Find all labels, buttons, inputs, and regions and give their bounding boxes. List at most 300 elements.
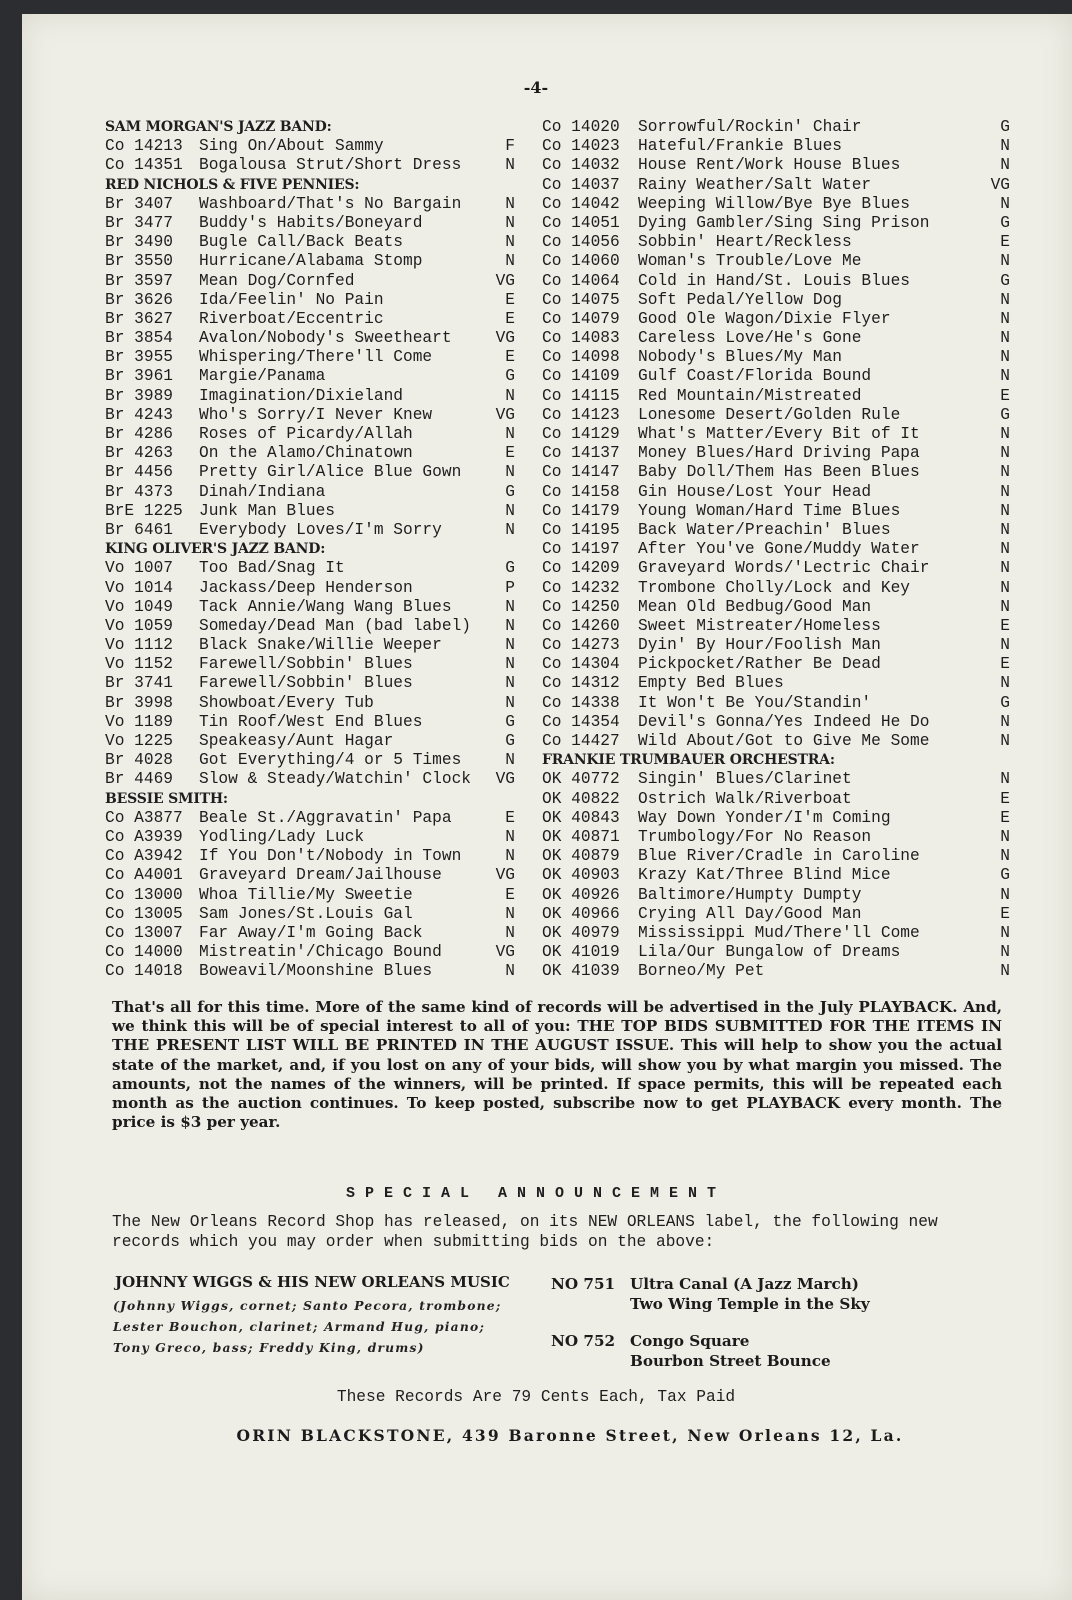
record-catalog-number: Vo 1007	[105, 559, 173, 578]
record-condition-grade: G	[1000, 118, 1010, 136]
record-title: Sorrowful/Rockin' Chair	[638, 118, 862, 136]
record-condition-grade: G	[1000, 271, 1010, 290]
record-title: Got Everything/4 or 5 Times	[199, 751, 462, 770]
release-side-b: Bourbon Street Bounce	[630, 1351, 831, 1370]
record-catalog-number: Br 4028	[105, 751, 173, 770]
record-catalog-number: Br 3961	[105, 367, 173, 386]
release-no-751	[551, 1275, 870, 1314]
record-catalog-number: Co 14064	[542, 271, 620, 290]
record-title: It Won't Be You/Standin'	[638, 693, 872, 712]
record-title: Nobody's Blues/My Man	[638, 348, 842, 367]
record-row	[542, 272, 1010, 291]
record-catalog-number: OK 40772	[542, 770, 620, 789]
record-row	[542, 444, 1010, 463]
record-catalog-number: Br 4286	[105, 425, 173, 443]
record-title: Speakeasy/Aunt Hagar	[199, 732, 394, 750]
record-row	[105, 579, 515, 598]
record-condition-grade: VG	[495, 329, 515, 348]
record-row	[105, 444, 515, 463]
record-row	[105, 886, 515, 905]
record-row	[105, 847, 515, 866]
record-catalog-number: OK 40822	[542, 789, 620, 808]
record-catalog-number: OK 40843	[542, 808, 620, 827]
record-catalog-number: Co 14312	[542, 674, 620, 693]
record-condition-grade: N	[1000, 847, 1010, 866]
record-catalog-number: Co 14158	[542, 482, 620, 501]
record-row	[105, 828, 515, 847]
record-catalog-number: Br 3741	[105, 674, 173, 693]
record-title: Graveyard Dream/Jailhouse	[199, 866, 442, 885]
record-row	[105, 502, 515, 521]
record-row	[542, 559, 1010, 578]
artist-heading: KING OLIVER'S JAZZ BAND:	[105, 541, 326, 558]
record-catalog-number: Br 3989	[105, 386, 173, 405]
record-row	[542, 828, 1010, 847]
record-condition-grade: N	[505, 597, 515, 616]
record-condition-grade: N	[1000, 520, 1010, 539]
record-catalog-number: Vo 1014	[105, 578, 173, 597]
record-catalog-number: Co 14232	[542, 578, 620, 597]
record-condition-grade: N	[505, 751, 515, 770]
record-title: Empty Bed Blues	[638, 674, 784, 693]
record-catalog-number: Br 3955	[105, 348, 173, 367]
record-title: Money Blues/Hard Driving Papa	[638, 444, 920, 463]
record-catalog-number: Co A3942	[105, 847, 183, 866]
record-row	[542, 847, 1010, 866]
record-row	[105, 598, 515, 617]
record-row	[105, 406, 515, 425]
record-title: Tin Roof/West End Blues	[199, 712, 423, 731]
record-title: Hurricane/Alabama Stomp	[199, 252, 423, 271]
record-catalog-number: Br 4373	[105, 482, 173, 501]
record-catalog-number: Co 14147	[542, 463, 620, 482]
page-number: -4-	[523, 78, 549, 97]
record-row	[542, 617, 1010, 636]
record-row	[542, 943, 1010, 962]
record-title: Ostrich Walk/Riverboat	[638, 789, 852, 808]
record-title: Trumbology/For No Reason	[638, 827, 872, 846]
record-row	[105, 425, 515, 444]
record-condition-grade: N	[1000, 329, 1010, 348]
record-catalog-number: Co 14051	[542, 213, 620, 232]
record-condition-grade: N	[1000, 252, 1010, 271]
record-row	[542, 291, 1010, 310]
record-row	[105, 713, 515, 732]
record-catalog-number: Co A3939	[105, 827, 183, 846]
record-condition-grade: E	[1000, 655, 1010, 674]
record-condition-grade: N	[505, 501, 515, 520]
record-row	[105, 866, 515, 885]
record-catalog-number: Vo 1225	[105, 732, 173, 750]
record-title: Farewell/Sobbin' Blues	[199, 674, 413, 693]
record-catalog-number: Br 3597	[105, 271, 173, 290]
record-row	[105, 905, 515, 924]
record-row	[542, 406, 1010, 425]
record-condition-grade: N	[1000, 501, 1010, 520]
record-row	[542, 195, 1010, 214]
record-catalog-number: Co 13005	[105, 904, 183, 923]
record-title: Beale St./Aggravatin' Papa	[199, 808, 452, 827]
record-row	[542, 176, 1010, 195]
record-row	[105, 195, 515, 214]
record-title: Graveyard Words/'Lectric Chair	[638, 559, 930, 578]
record-row	[542, 252, 1010, 271]
record-title: Cold in Hand/St. Louis Blues	[638, 271, 910, 290]
record-row	[105, 943, 515, 962]
record-title: Dinah/Indiana	[199, 482, 326, 501]
record-condition-grade: E	[1000, 386, 1010, 405]
special-announcement-title: SPECIAL ANNOUNCEMENT	[345, 1185, 727, 1202]
record-catalog-number: Co 14098	[542, 348, 620, 367]
record-catalog-number: Co 14020	[542, 118, 620, 136]
record-catalog-number: Co A3877	[105, 808, 183, 827]
record-title: Mississippi Mud/There'll Come	[638, 923, 920, 942]
record-catalog-number: Br 3626	[105, 290, 173, 309]
record-title: Red Mountain/Mistreated	[638, 386, 862, 405]
record-catalog-number: BrE 1225	[105, 501, 183, 520]
record-row	[542, 905, 1010, 924]
record-row	[105, 463, 515, 482]
record-catalog-number: Co 14115	[542, 386, 620, 405]
record-row	[542, 329, 1010, 348]
record-title: Sobbin' Heart/Reckless	[638, 233, 852, 252]
record-catalog-number: Co 14023	[542, 137, 620, 156]
announcement-intro: The New Orleans Record Shop has released, on its NEW ORLEANS label, the following new records which you may order when submitting bids on the above:	[112, 1213, 938, 1251]
record-row	[542, 655, 1010, 674]
record-condition-grade: E	[505, 444, 515, 463]
record-row	[105, 233, 515, 252]
record-catalog-number: Vo 1049	[105, 597, 173, 616]
record-catalog-number: Co 14056	[542, 233, 620, 252]
record-row	[542, 579, 1010, 598]
record-title: Careless Love/He's Gone	[638, 329, 862, 348]
record-row	[105, 387, 515, 406]
record-title: Crying All Day/Good Man	[638, 904, 862, 923]
record-condition-grade: VG	[495, 866, 515, 885]
record-title: Dying Gambler/Sing Sing Prison	[638, 213, 930, 232]
record-condition-grade: N	[1000, 463, 1010, 482]
record-title: After You've Gone/Muddy Water	[638, 540, 920, 559]
record-row	[105, 655, 515, 674]
record-catalog-number: Co 14032	[542, 156, 620, 175]
record-condition-grade: N	[1000, 770, 1010, 789]
record-condition-grade: G	[1000, 213, 1010, 232]
artist-name: JOHNNY WIGGS & HIS NEW ORLEANS MUSIC	[115, 1273, 510, 1291]
record-condition-grade: E	[1000, 233, 1010, 252]
record-catalog-number: Br 3998	[105, 693, 173, 712]
record-row	[105, 636, 515, 655]
record-condition-grade: P	[505, 578, 515, 597]
record-condition-grade: N	[1000, 559, 1010, 578]
record-condition-grade: G	[505, 367, 515, 386]
record-condition-grade: G	[505, 712, 515, 731]
record-condition-grade: G	[505, 482, 515, 501]
record-condition-grade: G	[1000, 866, 1010, 885]
record-row	[542, 924, 1010, 943]
record-catalog-number: OK 40926	[542, 885, 620, 904]
record-title: Soft Pedal/Yellow Dog	[638, 290, 842, 309]
record-condition-grade: E	[505, 309, 515, 328]
record-catalog-number: Vo 1189	[105, 712, 173, 731]
record-condition-grade: VG	[495, 770, 515, 789]
artist-heading: RED NICHOLS & FIVE PENNIES:	[105, 176, 360, 193]
record-row	[542, 483, 1010, 502]
record-catalog-number: Br 4469	[105, 770, 173, 789]
record-condition-grade: N	[1000, 827, 1010, 846]
record-catalog-number: Co 14179	[542, 501, 620, 520]
record-condition-grade: N	[1000, 156, 1010, 175]
record-title: Pretty Girl/Alice Blue Gown	[199, 463, 462, 482]
record-row	[105, 137, 515, 156]
record-title: Margie/Panama	[199, 367, 326, 386]
record-condition-grade: N	[505, 827, 515, 846]
record-row	[542, 521, 1010, 540]
record-title: Rainy Weather/Salt Water	[638, 175, 872, 194]
record-condition-grade: VG	[495, 943, 515, 962]
release-side-a: Congo Square	[630, 1332, 750, 1350]
record-catalog-number: Co 14351	[105, 156, 183, 175]
record-title: Devil's Gonna/Yes Indeed He Do	[638, 712, 930, 731]
record-row	[542, 674, 1010, 693]
record-condition-grade: N	[505, 156, 515, 175]
record-title: Slow & Steady/Watchin' Clock	[199, 770, 471, 789]
record-title: Sweet Mistreater/Homeless	[638, 616, 881, 635]
record-condition-grade: F	[505, 137, 515, 156]
record-title: Junk Man Blues	[199, 501, 335, 520]
record-condition-grade: E	[1000, 789, 1010, 808]
record-row	[542, 790, 1010, 809]
record-catalog-number: OK 41019	[542, 943, 620, 962]
record-row	[105, 348, 515, 367]
record-condition-grade: N	[1000, 425, 1010, 443]
artist-heading: FRANKIE TRUMBAUER ORCHESTRA:	[542, 752, 835, 769]
record-row	[542, 118, 1010, 137]
record-row	[542, 367, 1010, 386]
record-condition-grade: N	[1000, 674, 1010, 693]
record-title: If You Don't/Nobody in Town	[199, 847, 462, 866]
record-row	[542, 770, 1010, 789]
record-list-left-column	[105, 118, 515, 981]
record-catalog-number: Co 14195	[542, 520, 620, 539]
record-row	[542, 694, 1010, 713]
record-condition-grade: N	[1000, 962, 1010, 981]
record-title: Bogalousa Strut/Short Dress	[199, 156, 462, 175]
record-title: Someday/Dead Man (bad label)	[199, 616, 471, 635]
shop-address: ORIN BLACKSTONE, 439 Baronne Street, New Orleans 12, La.	[236, 1426, 904, 1445]
record-title: Who's Sorry/I Never Knew	[199, 405, 433, 424]
record-row	[105, 214, 515, 233]
record-row	[542, 156, 1010, 175]
record-title: Jackass/Deep Henderson	[199, 578, 413, 597]
record-catalog-number: Co 14213	[105, 137, 183, 156]
record-title: Pickpocket/Rather Be Dead	[638, 655, 881, 674]
record-title: Back Water/Preachin' Blues	[638, 520, 891, 539]
record-condition-grade: G	[1000, 405, 1010, 424]
record-condition-grade: E	[505, 808, 515, 827]
record-catalog-number: Co A4001	[105, 866, 183, 885]
record-title: Bugle Call/Back Beats	[199, 233, 403, 252]
record-condition-grade: N	[1000, 923, 1010, 942]
record-row	[105, 367, 515, 386]
record-condition-grade: N	[1000, 578, 1010, 597]
record-title: Baby Doll/Them Has Been Blues	[638, 463, 920, 482]
record-row	[105, 924, 515, 943]
record-catalog-number: Co 14209	[542, 559, 620, 578]
record-title: Lila/Our Bungalow of Dreams	[638, 943, 901, 962]
record-condition-grade: VG	[495, 405, 515, 424]
record-condition-grade: VG	[495, 271, 515, 290]
record-catalog-number: Br 4456	[105, 463, 173, 482]
record-row	[542, 214, 1010, 233]
record-catalog-number: Br 3854	[105, 329, 173, 348]
record-title: Wild About/Got to Give Me Some	[638, 732, 930, 750]
record-row	[105, 674, 515, 693]
record-title: Buddy's Habits/Boneyard	[199, 213, 423, 232]
record-catalog-number: OK 40979	[542, 923, 620, 942]
record-condition-grade: N	[505, 194, 515, 213]
record-catalog-number: Co 14042	[542, 194, 620, 213]
record-condition-grade: N	[1000, 732, 1010, 750]
record-condition-grade: E	[505, 348, 515, 367]
record-condition-grade: N	[505, 386, 515, 405]
record-row	[542, 425, 1010, 444]
record-catalog-number: Br 3407	[105, 194, 173, 213]
record-row	[105, 521, 515, 540]
personnel-credits: (Johnny Wiggs, cornet; Santo Pecora, trombone; Lester Bouchon, clarinet; Armand Hug, piano; Tony Greco, bass; Freddy King, drums)	[113, 1298, 502, 1355]
record-title: Mean Old Bedbug/Good Man	[638, 597, 872, 616]
record-catalog-number: Br 6461	[105, 520, 173, 539]
record-row	[105, 252, 515, 271]
record-catalog-number: Br 3550	[105, 252, 173, 271]
release-side-a: Ultra Canal (A Jazz March)	[630, 1275, 859, 1293]
record-title: Showboat/Every Tub	[199, 693, 374, 712]
record-row	[105, 291, 515, 310]
record-row	[542, 540, 1010, 559]
artist-heading: SAM MORGAN'S JAZZ BAND:	[105, 119, 332, 135]
record-condition-grade: E	[1000, 904, 1010, 923]
record-title: Lonesome Desert/Golden Rule	[638, 405, 901, 424]
record-title: Riverboat/Eccentric	[199, 309, 384, 328]
record-condition-grade: N	[505, 962, 515, 981]
record-title: Sam Jones/St.Louis Gal	[199, 904, 413, 923]
record-catalog-number: Co 14000	[105, 943, 183, 962]
record-catalog-number: Br 3477	[105, 213, 173, 232]
record-row	[105, 962, 515, 981]
record-row	[105, 310, 515, 329]
record-condition-grade: N	[1000, 482, 1010, 501]
record-catalog-number: OK 40879	[542, 847, 620, 866]
artist-heading: BESSIE SMITH:	[105, 790, 228, 807]
record-row	[542, 502, 1010, 521]
record-catalog-number: Co 14060	[542, 252, 620, 271]
record-catalog-number: OK 41039	[542, 962, 620, 981]
record-title: Boweavil/Moonshine Blues	[199, 962, 433, 981]
record-title: Dyin' By Hour/Foolish Man	[638, 636, 881, 655]
record-catalog-number: Br 4263	[105, 444, 173, 463]
record-catalog-number: Co 14338	[542, 693, 620, 712]
record-row	[105, 559, 515, 578]
record-title: Young Woman/Hard Time Blues	[638, 501, 901, 520]
record-condition-grade: N	[1000, 444, 1010, 463]
record-catalog-number: Co 14427	[542, 732, 620, 750]
record-title: Baltimore/Humpty Dumpty	[638, 885, 862, 904]
record-title: Weeping Willow/Bye Bye Blues	[638, 194, 910, 213]
record-catalog-number: Br 3627	[105, 309, 173, 328]
record-catalog-number: Co 14079	[542, 309, 620, 328]
record-row	[105, 694, 515, 713]
record-title: Farewell/Sobbin' Blues	[199, 655, 413, 674]
record-catalog-number: Co 13007	[105, 923, 183, 942]
record-catalog-number: Co 14250	[542, 597, 620, 616]
record-condition-grade: N	[505, 904, 515, 923]
record-condition-grade: N	[1000, 137, 1010, 156]
release-number: NO 751	[551, 1275, 616, 1293]
record-title: Roses of Picardy/Allah	[199, 425, 413, 443]
record-title: Krazy Kat/Three Blind Mice	[638, 866, 891, 885]
record-title: What's Matter/Every Bit of It	[638, 425, 920, 443]
record-condition-grade: N	[505, 923, 515, 942]
record-title: Trombone Cholly/Lock and Key	[638, 578, 910, 597]
closing-paragraph: That's all for this time. More of the same kind of records will be advertised in the July PLAYBACK. And, we think this will be of special interest to all of you: THE TOP BIDS SUBMITTED FOR THE ITEMS IN THE PRESENT LIST WILL BE PRINTED IN THE AUGUST ISSUE. This will help to show you the actual state of the market, and, if you lost on any of your bids, will show you by what margin you missed. The amounts, not the names of the winners, will be printed. If space permits, this will be repeated each month as the auction continues. To keep posted, subscribe now to get PLAYBACK every month. The price is $3 per year.	[112, 998, 1002, 1132]
record-row	[542, 137, 1010, 156]
record-title: House Rent/Work House Blues	[638, 156, 901, 175]
record-title: Whoa Tillie/My Sweetie	[199, 885, 413, 904]
price-line: These Records Are 79 Cents Each, Tax Paid	[336, 1388, 736, 1406]
record-title: Good Ole Wagon/Dixie Flyer	[638, 309, 891, 328]
record-condition-grade: N	[1000, 194, 1010, 213]
record-title: Gin House/Lost Your Head	[638, 482, 872, 501]
record-condition-grade: N	[505, 693, 515, 712]
record-condition-grade: N	[1000, 309, 1010, 328]
record-title: Tack Annie/Wang Wang Blues	[199, 597, 452, 616]
record-title: Washboard/That's No Bargain	[199, 194, 462, 213]
record-catalog-number: Co 14109	[542, 367, 620, 386]
record-catalog-number: Co 14123	[542, 405, 620, 424]
record-title: Black Snake/Willie Weeper	[199, 636, 442, 655]
release-no-752	[551, 1332, 831, 1371]
record-row	[105, 617, 515, 636]
record-catalog-number: Co 14129	[542, 425, 620, 443]
record-catalog-number: Co 14197	[542, 540, 620, 559]
record-condition-grade: N	[1000, 636, 1010, 655]
record-row	[542, 713, 1010, 732]
record-catalog-number: Co 14304	[542, 655, 620, 674]
record-row	[105, 751, 515, 770]
release-side-b: Two Wing Temple in the Sky	[630, 1294, 870, 1313]
record-title: Avalon/Nobody's Sweetheart	[199, 329, 452, 348]
record-row	[542, 732, 1010, 751]
record-title: Sing On/About Sammy	[199, 137, 384, 156]
record-catalog-number: Co 14260	[542, 616, 620, 635]
record-catalog-number: Vo 1059	[105, 616, 173, 635]
record-condition-grade: E	[1000, 808, 1010, 827]
record-row	[105, 770, 515, 789]
record-condition-grade: N	[1000, 597, 1010, 616]
record-condition-grade: N	[505, 213, 515, 232]
record-row	[542, 233, 1010, 252]
record-title: Whispering/There'll Come	[199, 348, 433, 367]
record-row	[105, 483, 515, 502]
record-catalog-number: Co 14137	[542, 444, 620, 463]
record-title: Ida/Feelin' No Pain	[199, 290, 384, 309]
record-row	[105, 329, 515, 348]
record-row	[542, 387, 1010, 406]
record-title: Hateful/Frankie Blues	[638, 137, 842, 156]
record-condition-grade: N	[1000, 943, 1010, 962]
record-row	[105, 732, 515, 751]
record-row	[542, 310, 1010, 329]
record-title: Way Down Yonder/I'm Coming	[638, 808, 891, 827]
